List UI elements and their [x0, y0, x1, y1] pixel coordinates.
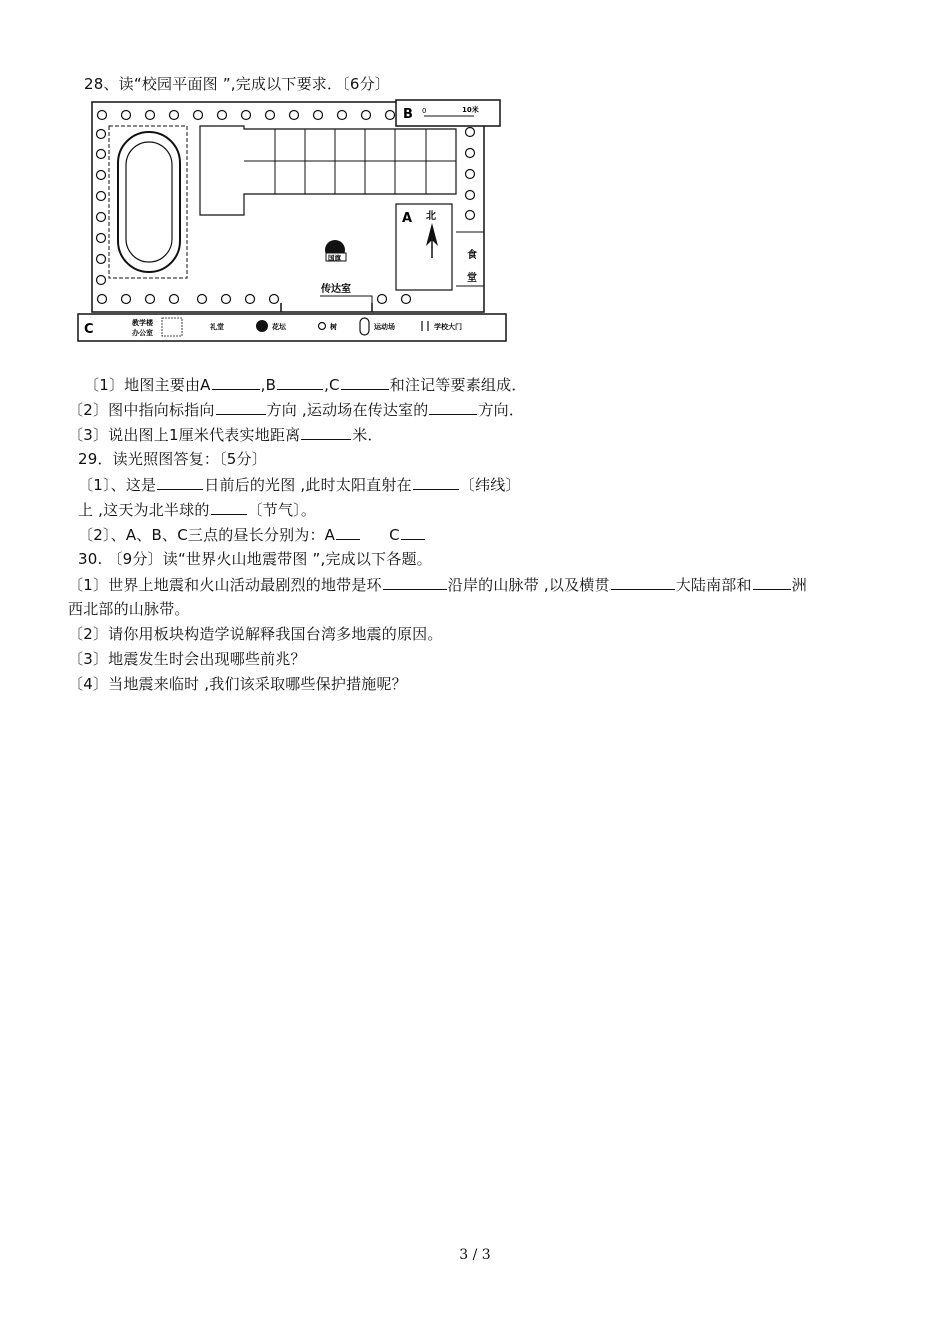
q30-part1-cont: 西北部的山脉带。	[68, 600, 190, 618]
answer-blank[interactable]	[277, 374, 323, 390]
legend-teaching-1: 教学楼	[132, 319, 153, 327]
answer-blank[interactable]	[341, 374, 389, 390]
q28-title: 28、读“校园平面图 ”,完成以下要求．〔6分〕	[84, 75, 391, 93]
sports-field-track-inner	[126, 142, 172, 262]
q29-part2: 〔2〕、A、B、C三点的昼长分别为：A C	[78, 524, 426, 545]
field-icon	[360, 318, 369, 335]
q28-part1: 〔1〕地图主要由A ,B ,C 和注记等要素组成．	[84, 376, 527, 394]
classroom-grid	[244, 129, 456, 194]
label-a: A	[402, 211, 413, 226]
legend-teaching-2: 办公室	[132, 329, 153, 337]
page-number: 3 / 3	[459, 1247, 491, 1263]
q28-part3: 〔3〕说出图上1厘米代表实地距离 米．	[68, 426, 383, 444]
answer-blank[interactable]	[157, 474, 203, 490]
tree-row-top	[98, 111, 395, 120]
label-b: B	[403, 107, 413, 122]
canteen-label-1: 食	[467, 250, 477, 261]
campus-map	[76, 98, 508, 345]
answer-blank[interactable]	[611, 574, 675, 590]
q28-part2: 〔2〕图中指向标指向 方向 ,运动场在传达室的 方向．	[68, 401, 525, 419]
north-label: 北	[426, 211, 436, 222]
q30-part1: 〔1〕世界上地震和火山活动最剧烈的地带是环 沿岸的山脉带 ,以及横贯 大陆南部和 洲	[68, 576, 807, 594]
q29-part1-cont: 上 ,这天为北半球的 〔节气〕。	[78, 501, 317, 519]
q30-title: 30. 〔9分〕读“世界火山地震带图 ”,完成以下各题。	[78, 550, 432, 568]
tree-icon	[319, 323, 326, 330]
answer-blank[interactable]	[753, 574, 791, 590]
answer-blank[interactable]	[212, 374, 260, 390]
scale-end: 10米	[462, 106, 479, 114]
guard-room-label: 传达室	[321, 284, 351, 295]
legend-flowerbed: 花坛	[272, 323, 286, 331]
q30-part4: 〔4〕当地震来临时 ,我们该采取哪些保护措施呢？	[68, 675, 407, 693]
q29-title: 29．读光照图答复：〔5分〕	[78, 450, 267, 468]
campus-map-drawing	[76, 98, 508, 345]
tree-row-left	[97, 130, 106, 285]
answer-blank[interactable]	[429, 399, 477, 415]
answer-blank[interactable]	[336, 524, 360, 540]
answer-blank[interactable]	[211, 499, 247, 515]
answer-blank[interactable]	[401, 524, 425, 540]
legend-tree: 树	[330, 323, 337, 331]
flowerbed-icon	[256, 320, 268, 332]
sports-field-track-outer	[118, 132, 180, 272]
q30-part3: 〔3〕地震发生时会出现哪些前兆？	[68, 650, 306, 668]
legend-auditorium: 礼堂	[210, 323, 224, 331]
tree-row-right	[466, 128, 475, 220]
answer-blank[interactable]	[413, 474, 459, 490]
q30-part2: 〔2〕请你用板块构造学说解释我国台湾多地震的原因。	[68, 625, 443, 643]
legend-field: 运动场	[374, 323, 395, 331]
label-c: C	[84, 322, 94, 337]
answer-blank[interactable]	[301, 424, 351, 440]
teaching-building	[200, 126, 456, 215]
answer-blank[interactable]	[216, 399, 266, 415]
legend-gate: 学校大门	[434, 323, 462, 331]
q29-part1: 〔1〕、这是 日前后的光图 ,此时太阳直射在 〔纬线〕	[78, 476, 521, 494]
canteen-label-2: 堂	[467, 273, 477, 284]
flag-label: 国旗	[328, 254, 341, 262]
scale-zero: 0	[422, 107, 427, 115]
answer-blank[interactable]	[383, 574, 447, 590]
legend-teaching-icon	[162, 318, 182, 336]
